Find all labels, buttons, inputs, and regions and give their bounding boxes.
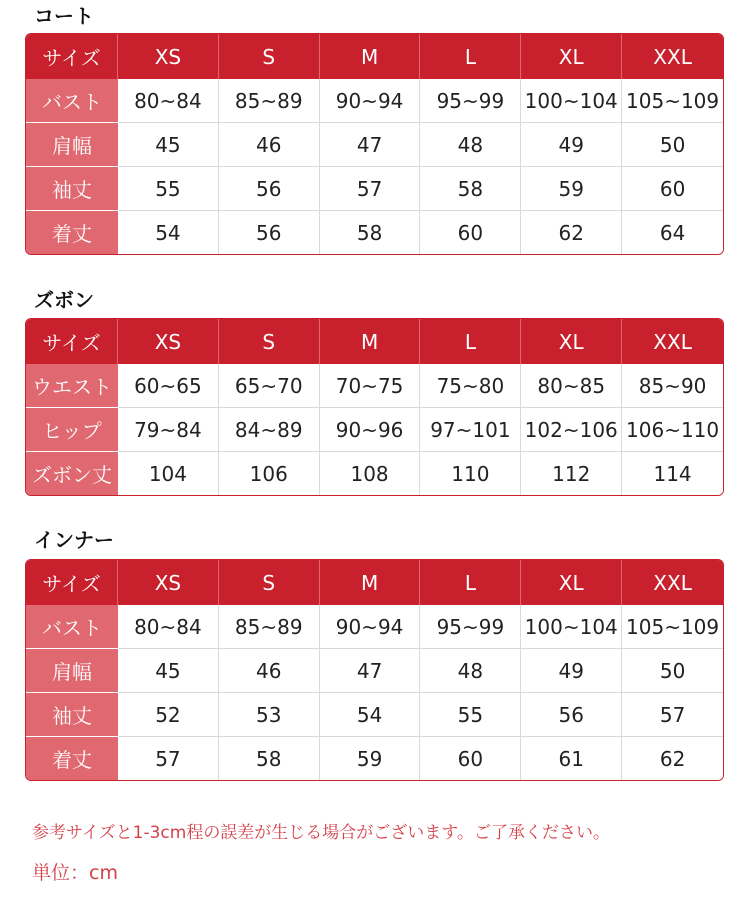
size-header: S — [219, 560, 320, 605]
table-cell: 46 — [219, 123, 320, 167]
table-cell: 47 — [320, 123, 421, 167]
table-cell: 59 — [521, 167, 622, 211]
table-cell: 80~84 — [118, 79, 219, 123]
corner-cell: サイズ — [26, 319, 118, 364]
table-cell: 62 — [521, 211, 622, 254]
table-cell: 50 — [622, 649, 723, 693]
table-cell: 52 — [118, 693, 219, 737]
table-row — [26, 737, 723, 780]
row-label: 肩幅 — [26, 123, 118, 167]
table-cell: 58 — [219, 737, 320, 780]
table-row — [26, 364, 723, 408]
table-cell: 55 — [118, 167, 219, 211]
table-cell: 61 — [521, 737, 622, 780]
table-cell: 60 — [420, 211, 521, 254]
table-cell: 49 — [521, 649, 622, 693]
table-cell: 100~104 — [521, 79, 622, 123]
table-row — [26, 123, 723, 167]
size-header: M — [320, 560, 421, 605]
table-cell: 56 — [219, 211, 320, 254]
table-cell: 48 — [420, 649, 521, 693]
size-header: S — [219, 319, 320, 364]
unit-label: 単位：cm — [32, 862, 118, 884]
table-cell: 90~94 — [320, 605, 421, 649]
table-cell: 45 — [118, 123, 219, 167]
table-cell: 56 — [219, 167, 320, 211]
table-cell: 84~89 — [219, 408, 320, 452]
row-label: 袖丈 — [26, 167, 118, 211]
table-cell: 57 — [320, 167, 421, 211]
table-cell: 80~84 — [118, 605, 219, 649]
table-cell: 53 — [219, 693, 320, 737]
section-title-pants: ズボン — [34, 288, 94, 312]
corner-cell: サイズ — [26, 560, 118, 605]
table-cell: 54 — [118, 211, 219, 254]
table-row — [26, 649, 723, 693]
table-cell: 58 — [320, 211, 421, 254]
size-header: L — [420, 34, 521, 79]
size-header: XXL — [622, 34, 723, 79]
table-header-row — [26, 319, 723, 364]
table-cell: 64 — [622, 211, 723, 254]
row-label: ヒップ — [26, 408, 118, 452]
table-cell: 47 — [320, 649, 421, 693]
row-label: ウエスト — [26, 364, 118, 408]
table-cell: 79~84 — [118, 408, 219, 452]
table-cell: 45 — [118, 649, 219, 693]
table-cell: 106 — [219, 452, 320, 495]
size-header: M — [320, 319, 421, 364]
table-cell: 95~99 — [420, 605, 521, 649]
size-header: XS — [118, 34, 219, 79]
table-cell: 58 — [420, 167, 521, 211]
table-cell: 110 — [420, 452, 521, 495]
row-label: バスト — [26, 605, 118, 649]
table-row — [26, 211, 723, 254]
table-cell: 50 — [622, 123, 723, 167]
size-header: L — [420, 560, 521, 605]
table-cell: 106~110 — [622, 408, 723, 452]
table-cell: 104 — [118, 452, 219, 495]
table-row — [26, 79, 723, 123]
table-cell: 95~99 — [420, 79, 521, 123]
size-header: XL — [521, 34, 622, 79]
size-header: XXL — [622, 560, 723, 605]
row-label: 着丈 — [26, 737, 118, 780]
table-cell: 100~104 — [521, 605, 622, 649]
table-cell: 75~80 — [420, 364, 521, 408]
table-cell: 60 — [420, 737, 521, 780]
table-cell: 62 — [622, 737, 723, 780]
size-header: S — [219, 34, 320, 79]
section-title-coat: コート — [34, 4, 94, 28]
size-header: XS — [118, 319, 219, 364]
table-cell: 56 — [521, 693, 622, 737]
corner-cell: サイズ — [26, 34, 118, 79]
table-cell: 90~94 — [320, 79, 421, 123]
table-cell: 85~89 — [219, 79, 320, 123]
size-header: XL — [521, 560, 622, 605]
table-cell: 60 — [622, 167, 723, 211]
section-title-inner: インナー — [34, 528, 114, 552]
size-table-coat — [25, 33, 724, 255]
table-row — [26, 452, 723, 495]
table-cell: 80~85 — [521, 364, 622, 408]
row-label: 肩幅 — [26, 649, 118, 693]
row-label: 袖丈 — [26, 693, 118, 737]
size-table-inner — [25, 559, 724, 781]
table-cell: 112 — [521, 452, 622, 495]
table-row — [26, 693, 723, 737]
table-header-row — [26, 560, 723, 605]
size-header: L — [420, 319, 521, 364]
table-cell: 54 — [320, 693, 421, 737]
table-cell: 59 — [320, 737, 421, 780]
table-cell: 65~70 — [219, 364, 320, 408]
table-cell: 49 — [521, 123, 622, 167]
table-cell: 85~89 — [219, 605, 320, 649]
size-disclaimer-note: 参考サイズと1-3cm程の誤差が生じる場合がございます。ご了承ください。 — [32, 823, 610, 843]
table-cell: 102~106 — [521, 408, 622, 452]
size-header: M — [320, 34, 421, 79]
table-cell: 46 — [219, 649, 320, 693]
table-row — [26, 167, 723, 211]
table-cell: 105~109 — [622, 79, 723, 123]
table-cell: 60~65 — [118, 364, 219, 408]
table-cell: 90~96 — [320, 408, 421, 452]
table-cell: 114 — [622, 452, 723, 495]
table-cell: 70~75 — [320, 364, 421, 408]
table-cell: 57 — [118, 737, 219, 780]
size-table-pants — [25, 318, 724, 496]
size-header: XXL — [622, 319, 723, 364]
table-cell: 97~101 — [420, 408, 521, 452]
table-cell: 108 — [320, 452, 421, 495]
table-cell: 85~90 — [622, 364, 723, 408]
row-label: 着丈 — [26, 211, 118, 254]
table-cell: 105~109 — [622, 605, 723, 649]
table-cell: 55 — [420, 693, 521, 737]
table-row — [26, 408, 723, 452]
table-row — [26, 605, 723, 649]
size-header: XL — [521, 319, 622, 364]
row-label: ズボン丈 — [26, 452, 118, 495]
table-cell: 57 — [622, 693, 723, 737]
table-cell: 48 — [420, 123, 521, 167]
row-label: バスト — [26, 79, 118, 123]
size-header: XS — [118, 560, 219, 605]
table-header-row — [26, 34, 723, 79]
